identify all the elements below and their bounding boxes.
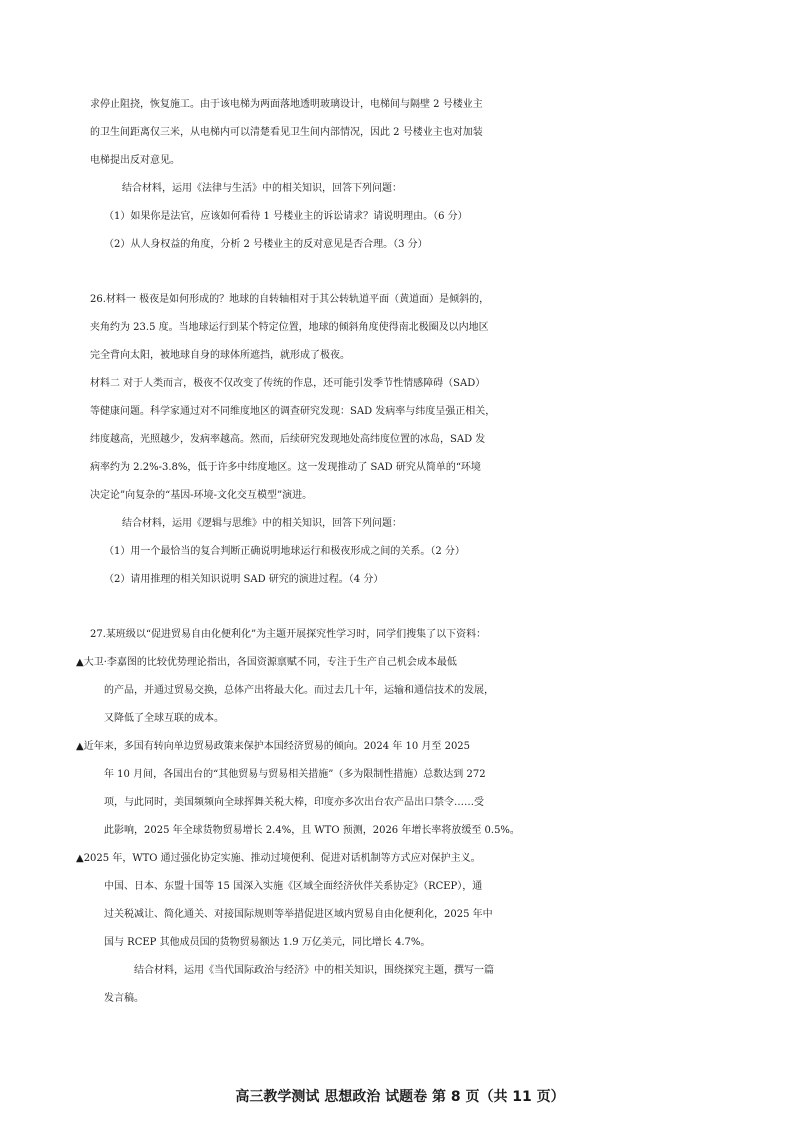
q26-question-1: （1）用一个最恰当的复合判断正确说明地球运行和极夜形成之间的关系。（2 分） [104,546,465,557]
q26-material-1-line-2: 夹角约为 23.5 度。当地球运行到某个特定位置，地球的倾斜角度使得南北极圈及以内地区 [90,322,489,333]
q26-material-2-line-3: 纬度越高，光照越少，发病率越高。然而，后续研究发现地处高纬度位置的冰岛，SAD 发 [90,434,486,445]
q27-material-1-line-1: ▲大卫·李嘉图的比较优势理论指出，各国资源禀赋不同，专注于生产自己机会成本最低 [76,657,457,668]
q25-text-line-2: 的卫生间距离仅三米，从电梯内可以清楚看见卫生间内部情况，因此 2 号楼业主也对加装 [90,127,483,138]
q25-question-2: （2）从人身权益的角度，分析 2 号楼业主的反对意见是否合理。（3 分） [104,239,428,250]
q25-instruction: 结合材料，运用《法律与生活》中的相关知识，回答下列问题： [122,183,402,194]
q26-instruction: 结合材料，运用《逻辑与思维》中的相关知识，回答下列问题： [122,518,402,529]
q27-material-3-line-3: 过关税减让、简化通关、对接国际规则等举措促进区域内贸易自由化便利化，2025 年中 [104,909,493,920]
q26-question-2: （2）请用推理的相关知识说明 SAD 研究的演进过程。（4 分） [104,574,384,585]
q26-material-2-line-4: 病率约为 2.2%-3.8%，低于许多中纬度地区。这一发现推动了 SAD 研究从简单的“环境 [90,462,481,473]
page-footer: 高三教学测试 思想政治 试题卷 第 8 页（共 11 页） [235,1089,565,1105]
q27-instruction-line-1: 结合材料，运用《当代国际政治与经济》中的相关知识，围绕探究主题，撰写一篇 [134,965,494,976]
q25-text-line-3: 电梯提出反对意见。 [90,155,180,166]
q27-material-1-line-2: 的产品，并通过贸易交换，总体产出将最大化。而过去几十年，运输和通信技术的发展， [104,685,494,696]
q26-material-1-line-3: 完全背向太阳，被地球自身的球体所遮挡，就形成了极夜。 [90,350,350,361]
q26-material-2-line-5: 决定论”向复杂的“基因-环境-文化交互模型”演进。 [90,490,313,501]
q27-material-2-line-3: 项，与此同时，美国频频向全球挥舞关税大棒，印度亦多次出台农产品出口禁令……受 [104,797,484,808]
q27-material-3-line-4: 国与 RCEP 其他成员国的货物贸易额达 1.9 万亿美元，同比增长 4.7%。 [104,937,431,948]
q27-material-1-line-3: 又降低了全球互联的成本。 [104,713,224,724]
q26-material-2-line-2: 等健康问题。科学家通过对不同维度地区的调查研究发现：SAD 发病率与纬度呈强正相关， [90,406,496,417]
q27-instruction-line-2: 发言稿。 [104,993,144,1004]
q27-material-2-line-4: 此影响，2025 年全球货物贸易增长 2.4%，且 WTO 预测，2026 年增长率将放缓至 0.5%。 [104,825,520,836]
q27-stem: 27.某班级以“促进贸易自由化便利化”为主题开展探究性学习时，同学们搜集了以下资料： [90,629,487,640]
q26-material-1-line-1: 26.材料一 极夜是如何形成的？地球的自转轴相对于其公转轨道平面（黄道面）是倾斜的， [90,294,490,305]
q27-material-2-line-1: ▲近年来，多国有转向单边贸易政策来保护本国经济贸易的倾向。2024 年 10 月至 2025 [76,741,471,752]
q27-material-3-line-1: ▲2025 年，WTO 通过强化协定实施、推动过境便利、促进对话机制等方式应对保护主义。 [76,853,481,864]
q25-text-line-1: 求停止阻挠，恢复施工。由于该电梯为两面落地透明玻璃设计，电梯间与隔壁 2 号楼业主 [90,99,483,110]
q25-question-1: （1）如果你是法官，应该如何看待 1 号楼业主的诉讼请求？请说明理由。（6 分） [104,211,468,222]
q27-material-2-line-2: 年 10 月间，各国出台的“其他贸易与贸易相关措施”（多为限制性措施）总数达到 272 [104,769,486,780]
q27-material-3-line-2: 中国、日本、东盟十国等 15 国深入实施《区域全面经济伙伴关系协定》（RCEP），通 [104,881,483,892]
q26-material-2-line-1: 材料二 对于人类而言，极夜不仅改变了传统的作息，还可能引发季节性情感障碍（SAD） [90,378,486,389]
